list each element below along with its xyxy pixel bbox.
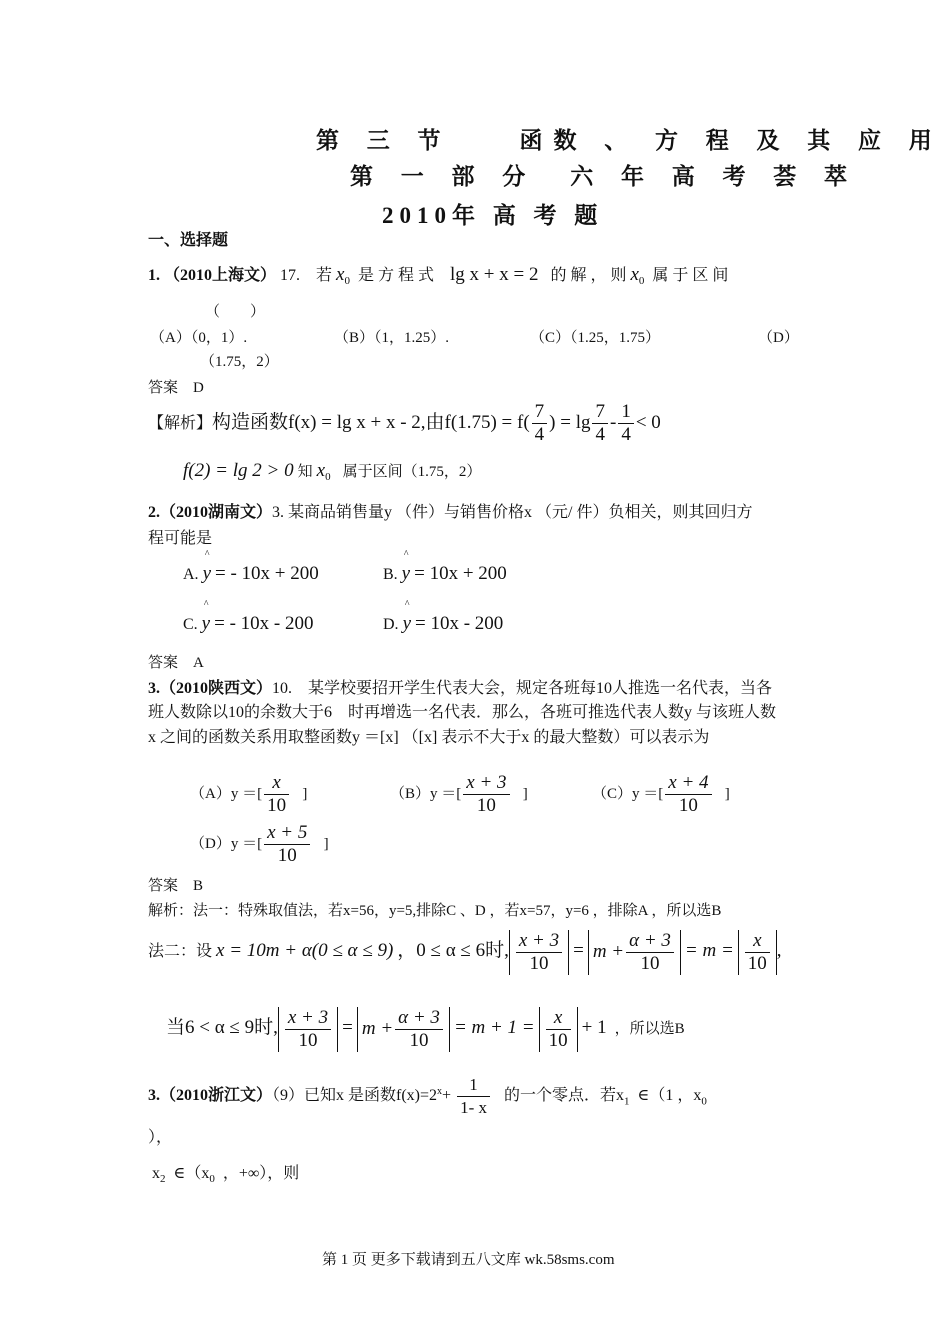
q3-answer: 答案 B: [148, 878, 204, 894]
q1-option-b: （B）（1，1.25）.: [334, 330, 450, 346]
q3-solution1: 解析：法一：特殊取值法，若x=56，y=5,排除C 、D ，若x=57，y=6 ，排除A ，所以选B: [148, 903, 722, 919]
q2-stem: 2.（2010湖南文）3. 某商品销售量y （件）与销售价格x （元/ 件）负相关，则其回归方: [148, 504, 753, 521]
q1-stem: 1. （2010上海文） 17. 若 $x_0$ 是 方 程 式 lg x + x = 2 的 解 ， 则 $x_0$ 属 于 区 间: [148, 264, 729, 288]
q4-stem-cont: ），: [148, 1129, 173, 1146]
q1-number: 1.: [148, 267, 160, 284]
q2-option-c: C. ^ y = - 10x - 200: [183, 599, 314, 634]
q1-paren: （ ）: [205, 304, 266, 320]
q2-answer: 答案 A: [148, 655, 204, 671]
q1-equation: lg x + x = 2: [449, 264, 539, 285]
q1-source: （2010上海文）: [164, 267, 277, 284]
q1-answer: 答案 D: [148, 380, 204, 396]
q1-analysis-line2: f(2) = lg 2 > 0 知 $x_0$ 属于区间（1.75，2）: [183, 460, 482, 484]
q2-stem2: 程可能是: [148, 530, 213, 547]
q2-option-b: B. ^ y = 10x + 200: [383, 549, 507, 584]
q2-option-a: A. ^ y = - 10x + 200: [183, 549, 319, 584]
q4-line2: $x_2$ $\in(x_0$ ，+∞），则: [152, 1165, 300, 1186]
q4-stem: 3.（2010浙江文）（9）已知x 是函数$f(x)=2^x+$ $\frac{1}{1- x}$ 的一个零点．若$x_1$ ∈（1 ，$x_0$: [148, 1075, 707, 1117]
part-title: 第 一 部 分 六 年 高 考 荟 萃: [350, 164, 858, 189]
q3-option-c: （C）y ＝[ $\frac{x + 4}{10}$ ]: [592, 772, 730, 816]
q3-stem1: 3.（2010陕西文）10. 某学校要招开学生代表大会，规定各班每10人推选一名代表，当各: [148, 680, 773, 697]
q3-option-b: （B）y ＝[ $\frac{x + 3}{10}$ ]: [390, 772, 528, 816]
q1-option-c: （C）（1.25，1.75）: [530, 330, 661, 346]
q3-solution2: 法二：设 x = 10m + α(0 ≤ α ≤ 9) ，0 ≤ α ≤ 6时, $\frac{x + 3}{10}$ = m + $\frac{\alpha + 3}{10}$ = m = $\frac{x}{10}$ ,: [148, 930, 782, 974]
q1-option-d-label: （D）: [758, 330, 799, 346]
q2-option-d: D. ^ y = 10x - 200: [383, 599, 504, 634]
q3-option-a: （A）y ＝[ $\frac{x}{10}$ ]: [190, 772, 308, 816]
section-heading: 一、选择题: [148, 232, 229, 249]
q1-option-d: （1.75，2）: [200, 354, 279, 370]
section-title: 第 三 节 函数 、 方 程 及 其 应 用: [316, 128, 943, 153]
q3-stem2: 班人数除以10的余数大于6 时再增选一名代表．那么，各班可推选代表人数y 与该班人数: [148, 704, 777, 721]
q1-analysis: 【解析】构造函数f(x) = lg x + x - 2,由f(1.75) = f( $\frac{7}{4}$ ) = lg $\frac{7}{4}$ - $\frac{1}{4}$ < 0: [148, 401, 661, 445]
q3-stem3: x 之间的函数关系用取整函数y ＝[x] （[x] 表示不大于x 的最大整数）可以表示为: [148, 729, 710, 746]
q1-option-a: （A）（0，1）.: [150, 330, 248, 346]
page-footer: 第 1 页 更多下载请到五八文库 wk.58sms.com: [322, 1252, 615, 1268]
year-title: 2010年 高 考 题: [382, 203, 604, 228]
q3-solution3: 当6 < α ≤ 9时, $\frac{x + 3}{10}$ = m + $\frac{\alpha + 3}{10}$ = m + 1 = $\frac{x}{10}$ + 1 ，所以选B: [166, 1007, 685, 1051]
q3-option-d: （D）y ＝[ $\frac{x + 5}{10}$ ]: [190, 822, 329, 866]
